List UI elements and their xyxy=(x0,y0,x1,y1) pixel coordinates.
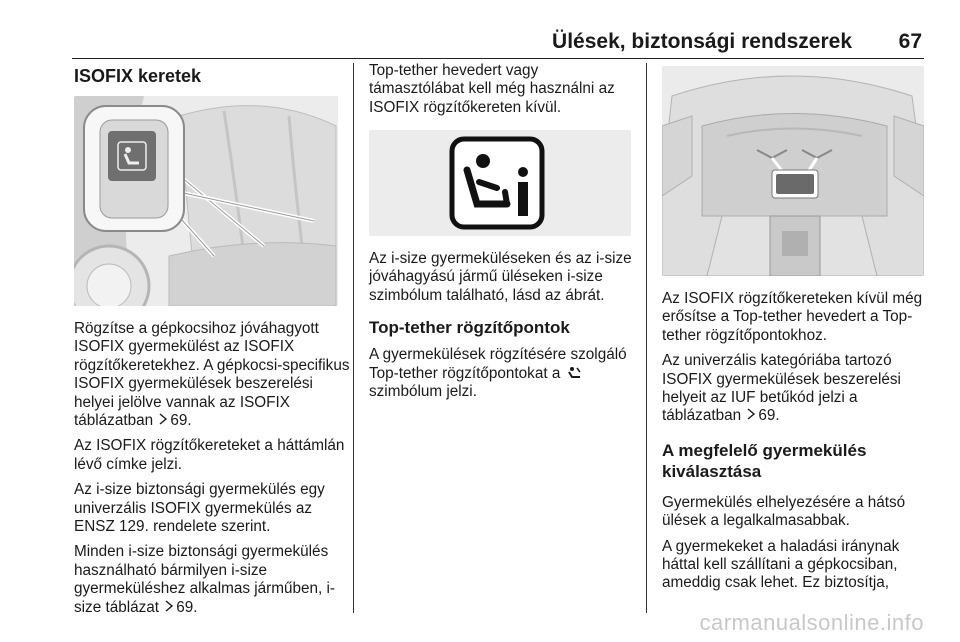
column-divider xyxy=(646,63,647,613)
paragraph: A gyermekülések rögzítésére szolgáló Top-tether rögzítőpontokat a szimbólum jelzi. xyxy=(369,346,627,401)
paragraph: A gyermekeket a haladási iránynak háttal kell szállítani a gépkocsiban, ameddig csak lehet. Ez biztosítja, xyxy=(662,537,900,592)
column-divider xyxy=(353,63,354,613)
page-ref[interactable]: 69. xyxy=(758,407,780,425)
paragraph: Az i-size gyermeküléseken és az i-size jóváhagyású jármű üléseken i-size szimbólum található, lásd az ábrát. xyxy=(369,250,632,304)
arrow-ref-icon xyxy=(159,413,168,425)
section-title: Ülések, biztonsági rendszerek xyxy=(552,30,852,53)
right-text xyxy=(662,290,930,600)
trunk-illustration xyxy=(662,66,924,276)
paragraph: Az univerzális kategóriába tartozó ISOFIX gyermekülések beszerelési helyeit az IUF betűkód jelzi a táblázatban 69. xyxy=(662,352,901,425)
arrow-ref-icon xyxy=(165,600,174,612)
paragraph: Az ISOFIX rögzítőkereteken kívül még erősítse a Top-tether hevedert a Top-tether rögzítőpontokhoz. xyxy=(662,290,923,344)
section-heading: A megfelelő gyermekülés kiválasztása xyxy=(662,440,867,481)
page-header xyxy=(72,28,924,59)
paragraph: Az ISOFIX rögzítőkereteket a háttámlán lévő címke jelzi. xyxy=(74,437,345,473)
top-tether-icon xyxy=(567,366,581,378)
paragraph: Az i-size biztonsági gyermekülés egy univerzális ISOFIX gyermekülés az ENSZ 129. rendelete szerint. xyxy=(74,481,325,536)
page-number: 67 xyxy=(898,30,922,53)
page-ref[interactable]: 69. xyxy=(170,412,192,430)
paragraph: Rögzítse a gépkocsihoz jóváhagyott ISOFIX gyermekülést az ISOFIX rögzítőkeretekhez. A gépkocsi-specifikus ISOFIX gyermekülések beszerelési helyei jelölve vannak az ISOFIX táblázatban 69. xyxy=(74,320,350,430)
arrow-ref-icon xyxy=(747,408,756,420)
paragraph: Minden i-size biztonsági gyermekülés használható bármilyen i-size gyermeküléshez alkalmas járműben, i-size táblázat 69. xyxy=(74,543,336,616)
isize-symbol-icon xyxy=(449,136,545,230)
watermark: carmanualsonline.info xyxy=(699,610,924,635)
rear-seat-illustration xyxy=(74,96,338,306)
paragraph: Gyermekülés elhelyezésére a hátsó ülések a legalkalmasabbak. xyxy=(662,493,906,530)
middle-text xyxy=(369,250,637,408)
isofix-label-icon xyxy=(117,141,147,171)
isize-symbol-figure xyxy=(369,130,631,236)
page-ref[interactable]: 69. xyxy=(176,598,198,616)
left-text xyxy=(74,320,350,624)
left-column xyxy=(74,62,346,87)
section-heading: ISOFIX keretek xyxy=(74,66,202,86)
middle-column xyxy=(369,62,637,124)
paragraph: Top-tether hevedert vagy támasztólábat kell még használni az ISOFIX rögzítőkereten kívül. xyxy=(369,62,615,116)
section-heading: Top-tether rögzítőpontok xyxy=(369,318,570,338)
